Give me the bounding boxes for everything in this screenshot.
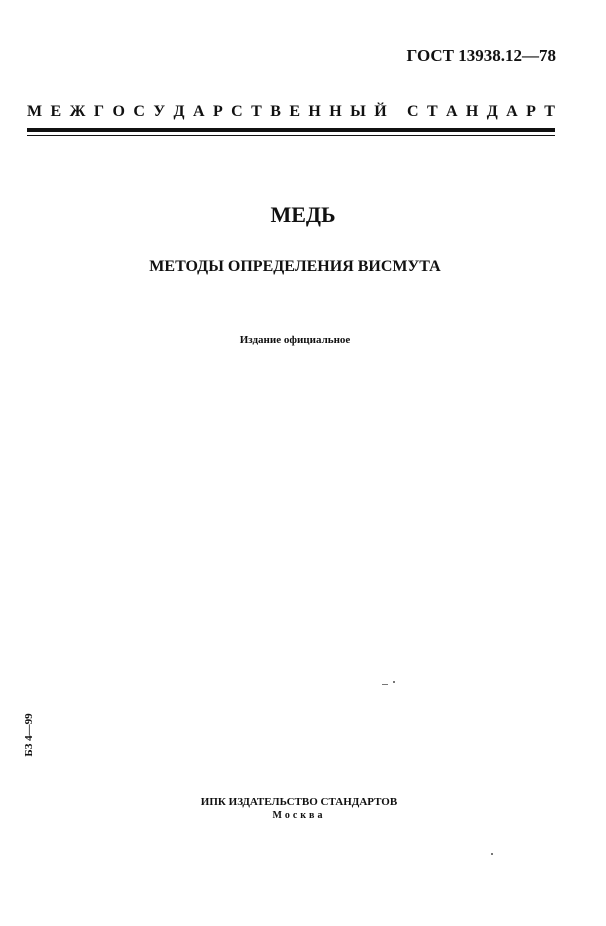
header-rule-thin (27, 135, 555, 136)
letter: О (112, 103, 125, 120)
letter: Т (426, 103, 438, 120)
letter: А (192, 103, 205, 120)
letter: А (445, 103, 458, 120)
standard-type-word-2 (407, 103, 555, 121)
letter: Н (329, 103, 342, 120)
edition-note: Издание официальное (239, 334, 351, 346)
standard-type-heading (27, 103, 555, 121)
publisher-city: Москва (272, 810, 326, 821)
letter: Н (465, 103, 479, 120)
letter: Й (374, 103, 387, 120)
letter: Ж (69, 103, 86, 120)
letter: У (153, 103, 166, 120)
side-catalog-code-text: БЗ 4—99 (23, 713, 35, 757)
letter: С (407, 103, 419, 120)
scan-speck (382, 684, 388, 685)
document-subtitle: МЕТОДЫ ОПРЕДЕЛЕНИЯ ВИСМУТА (149, 258, 441, 275)
letter: С (133, 103, 145, 120)
letter: Д (173, 103, 185, 120)
standard-type-word-1 (27, 103, 387, 121)
letter: Н (308, 103, 321, 120)
letter: Т (251, 103, 262, 120)
letter: Т (544, 103, 555, 120)
letter: Р (526, 103, 536, 120)
letter: А (506, 103, 518, 120)
letter: Е (289, 103, 300, 120)
scan-speck (393, 681, 395, 683)
letter: Р (212, 103, 223, 120)
document-number: ГОСТ 13938.12—78 (406, 46, 556, 65)
letter: Е (50, 103, 62, 120)
letter: С (231, 103, 243, 120)
publisher-name: ИПК ИЗДАТЕЛЬСТВО СТАНДАРТОВ (200, 796, 398, 808)
letter: М (27, 103, 43, 120)
side-catalog-code (21, 712, 37, 758)
letter: Д (486, 103, 498, 120)
letter: Ы (350, 103, 366, 120)
header-rule-thick (27, 128, 555, 132)
scan-speck (491, 853, 493, 855)
letter: Г (93, 103, 105, 120)
document-title: МЕДЬ (270, 202, 336, 227)
letter: В (270, 103, 281, 120)
